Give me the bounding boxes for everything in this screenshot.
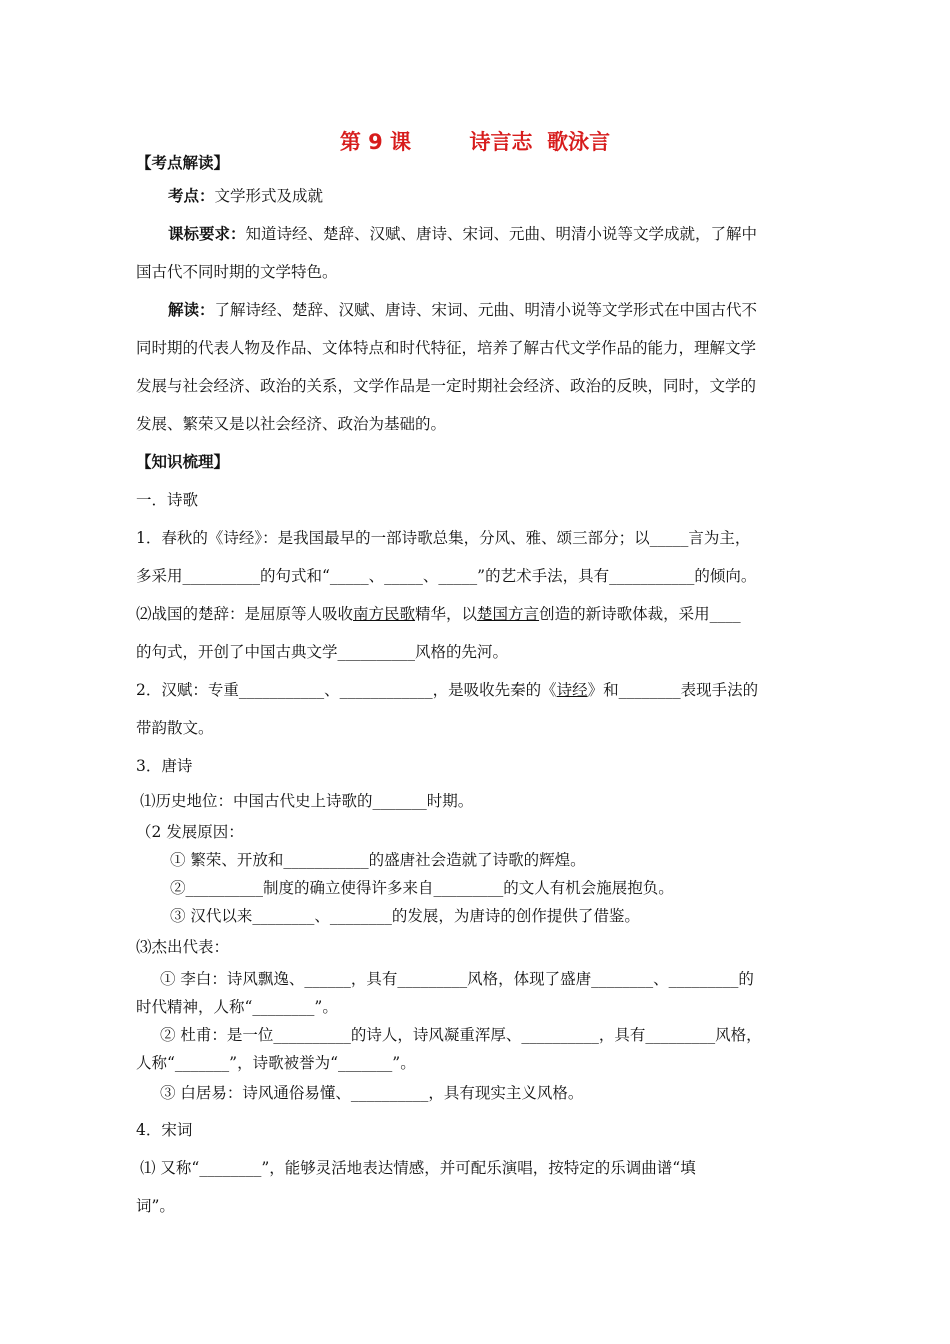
shijing-line-1: 1．春秋的《诗经》：是我国最早的一部诗歌总集，分风、雅、颂三部分；以_____言为主， bbox=[136, 529, 751, 547]
kaodian-line bbox=[168, 186, 323, 206]
hanfu-line-2: 带韵散文。 bbox=[136, 719, 214, 737]
poetry-heading: 一．诗歌 bbox=[136, 491, 199, 509]
hanfu-underlined: 诗经 bbox=[556, 681, 588, 699]
hanfu-text-a: 2．汉赋：专重___________、____________，是吸收先秦的《 bbox=[136, 681, 557, 699]
chuci-underlined-1: 南方民歌 bbox=[353, 605, 416, 623]
songci-line-2: 词”。 bbox=[136, 1197, 175, 1215]
hanfu-line-1 bbox=[136, 680, 758, 700]
jiedu-line-4: 发展、繁荣又是以社会经济、政治为基础的。 bbox=[136, 415, 447, 433]
chuci-text-b: 精华，以 bbox=[415, 605, 478, 623]
dufu-line-1: ② 杜甫：是一位__________的诗人，诗风凝重浑厚、__________，具有_________风格， bbox=[160, 1026, 762, 1044]
jiedu-line-3: 发展与社会经济、政治的关系，文学作品是一定时期社会经济、政治的反映，同时，文学的 bbox=[136, 377, 757, 395]
tang-status: ⑴历史地位：中国古代史上诗歌的_______时期。 bbox=[140, 792, 474, 810]
chuci-text-c: 创造的新诗歌体裁，采用____ bbox=[539, 605, 741, 623]
section-heading-kaodian-jiedu: 【考点解读】 bbox=[136, 153, 230, 172]
chuci-underlined-2: 楚国方言 bbox=[477, 605, 540, 623]
jiedu-label: 解读： bbox=[168, 300, 215, 319]
section-heading-zhishi-shuli: 【知识梳理】 bbox=[136, 452, 230, 471]
tang-reasons-heading: （2 发展原因： bbox=[136, 823, 244, 841]
tang-reason-2: ②__________制度的确立使得许多来自_________的文人有机会施展抱负。 bbox=[170, 879, 674, 897]
hanfu-text-b: 》和________表现手法的 bbox=[587, 681, 759, 699]
libai-line-1: ① 李白：诗风飘逸、______，具有_________风格，体现了盛唐________、_________的 bbox=[160, 970, 754, 988]
jiedu-line-1 bbox=[168, 300, 757, 320]
page-title: 第 9 课 诗言志 歌泳言 bbox=[339, 130, 611, 154]
tang-reason-3: ③ 汉代以来________、________的发展，为唐诗的创作提供了借鉴。 bbox=[170, 907, 640, 925]
kebiao-text-1: 知道诗经、楚辞、汉赋、唐诗、宋词、元曲、明清小说等文学成就，了解中 bbox=[245, 225, 758, 243]
shijing-line-2: 多采用__________的句式和“_____、_____、_____”的艺术手法，具有___________的倾向。 bbox=[136, 567, 757, 585]
kebiao-label: 课标要求： bbox=[168, 224, 246, 243]
dufu-line-2: 人称“_______”，诗歌被誉为“_______”。 bbox=[136, 1054, 416, 1072]
songci-line-1: ⑴ 又称“________”，能够灵活地表达情感，并可配乐演唱，按特定的乐调曲谱“填 bbox=[140, 1159, 696, 1177]
chuci-text-a: ⑵战国的楚辞：是屈原等人吸收 bbox=[136, 605, 354, 623]
tang-reason-1: ① 繁荣、开放和___________的盛唐社会造就了诗歌的辉煌。 bbox=[170, 851, 586, 869]
jiedu-line-2: 同时期的代表人物及作品、文体特点和时代特征，培养了解古代文学作品的能力，理解文学 bbox=[136, 339, 757, 357]
kebiao-line-2: 国古代不同时期的文学特色。 bbox=[136, 263, 338, 281]
chuci-line-2: 的句式，开创了中国古典文学__________风格的先河。 bbox=[136, 643, 509, 661]
tang-heading: 3．唐诗 bbox=[136, 757, 193, 775]
jiedu-text-1: 了解诗经、楚辞、汉赋、唐诗、宋词、元曲、明清小说等文学形式在中国古代不 bbox=[214, 301, 758, 319]
chuci-line-1 bbox=[136, 604, 741, 624]
kaodian-text: 文学形式及成就 bbox=[214, 187, 324, 205]
libai-line-2: 时代精神，人称“________”。 bbox=[136, 998, 338, 1016]
baijuyi-line: ③ 白居易：诗风通俗易懂、__________，具有现实主义风格。 bbox=[160, 1084, 584, 1102]
song-heading: 4．宋词 bbox=[136, 1121, 193, 1139]
kebiao-line-1 bbox=[168, 224, 757, 244]
kaodian-label: 考点： bbox=[168, 186, 215, 205]
tang-representatives-heading: ⑶杰出代表： bbox=[136, 938, 230, 956]
